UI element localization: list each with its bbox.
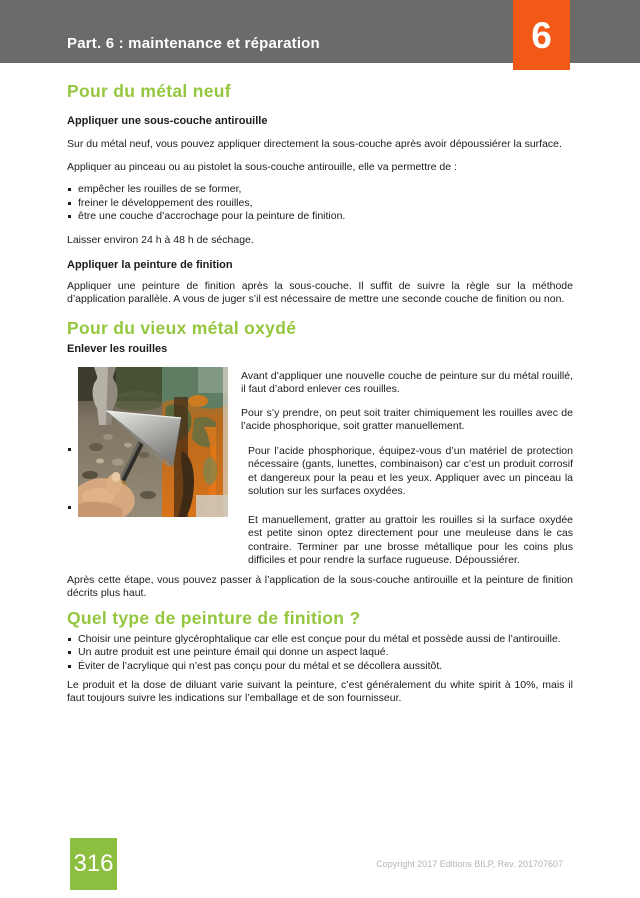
paragraph: Après cette étape, vous pouvez passer à l’application de la sous-couche antirouille et la peinture de finition décrits plus haut. [67,573,573,599]
paragraph: Appliquer au pinceau ou au pistolet la sous-couche antirouille, elle va permettre de : [67,161,457,173]
bullet-list-sous-couche [67,183,573,224]
list-item: être une couche d’accrochage pour la peinture de finition. [67,210,573,224]
paragraph: Le produit et la dose de diluant varie suivant la peinture, c’est généralement du white spirit à 10%, mais il faut toujours suivre les indications sur l’emballage et de son fournisseur. [67,679,573,704]
section-heading-type-peinture: Quel type de peinture de finition ? [67,607,361,628]
subheading-enlever-rouilles: Enlever les rouilles [67,342,168,355]
paragraph: Laisser environ 24 h à 48 h de séchage. [67,233,254,246]
copyright-text: Copyright 2017 Editions BILP, Rev. 201707607 [376,859,563,869]
paragraph: Appliquer une peinture de finition après la sous-couche. Il suffit de suivre la règle sur la méthode d’application parallèle. A vous de juger s’il est nécessaire de mettre une seconde couche de finition ou non. [67,279,573,305]
bullet-list-type-peinture [67,633,573,674]
chapter-number: 6 [531,14,552,56]
header-title: Part. 6 : maintenance et réparation [67,35,320,52]
list-item: Choisir une peinture glycérophtalique car elle est conçue pour du métal et possède aussi de l’antirouille. [67,633,573,647]
rust-scraping-photo [78,367,228,517]
page-content [67,63,573,705]
photo-and-text-row [78,367,573,568]
list-item: empêcher les rouilles de se former, [67,183,573,197]
page-number-box [70,838,117,890]
list-bullet-marker [68,448,71,451]
list-item: freiner le développement des rouilles, [67,197,573,211]
list-item: Un autre produit est une peinture émail qui donne un aspect laqué. [67,646,573,660]
subheading-sous-couche: Appliquer une sous-couche antirouille [67,115,268,127]
photo-side-text [241,367,573,568]
section-heading-vieux-metal: Pour du vieux métal oxydé [67,317,297,338]
subheading-peinture-finition: Appliquer la peinture de finition [67,258,233,271]
list-item-text: Pour l’acide phosphorique, équipez-vous d’un matériel de protection nécessaire (gants, lunettes, combinaison) car c’est un produit corrosif et dangereux pour la peau et les yeux. Appliquer avec un pinceau la solution sur les surfaces oxydées. [248,444,573,497]
list-bullet-marker [68,506,71,509]
list-item: Éviter de l’acrylique qui n’est pas conçu pour du métal et se décollera aussitôt. [67,660,573,674]
paragraph: Pour s’y prendre, on peut soit traiter chimiquement les rouilles avec de l’acide phosphorique, soit gratter manuellement. [241,406,573,432]
page-header [0,0,640,63]
paragraph: Avant d’appliquer une nouvelle couche de peinture sur du métal rouillé, il faut d’abord enlever ces rouilles. [241,369,573,395]
section-heading-metal-neuf: Pour du métal neuf [67,81,231,101]
list-item-text: Et manuellement, gratter au grattoir les rouilles si la surface oxydée est petite sinon optez directement pour une meuleuse dans le cas contraire. Terminer par une brosse métallique pour les coins plus difficiles et pour rendre la surface rugueuse. Dépoussiérer. [248,513,573,566]
chapter-number-box [513,0,570,70]
page-number: 316 [73,850,114,877]
paragraph: Sur du métal neuf, vous pouvez appliquer directement la sous-couche après avoir dépoussiérer la surface. [67,138,562,150]
